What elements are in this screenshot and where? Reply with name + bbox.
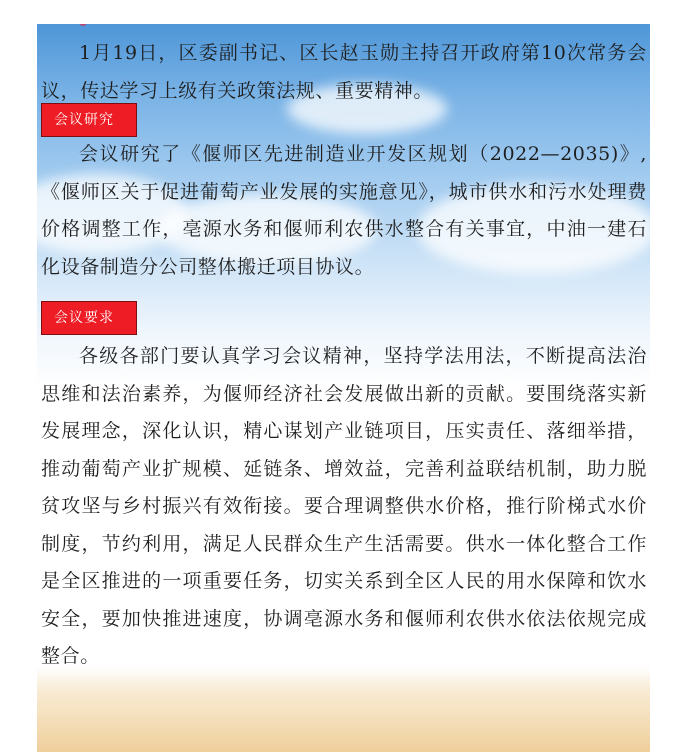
section-tag-requirements: 会议要求 (41, 301, 137, 335)
document-page (37, 24, 650, 752)
requirements-paragraph: 各级各部门要认真学习会议精神，坚持学法用法，不断提高法治思维和法治素养，为偃师经济社会发展做出新的贡献。要围绕落实新发展理念，深化认识，精心谋划产业链项目，压实责任、落细举措，推动葡萄产业扩规模、延链条、增效益，完善利益联结机制，助力脱贫攻坚与乡村振兴有效衔接。要合理调整供水价格，推行阶梯式水价制度，节约利用，满足人民群众生产生活需要。供水一体化整合工作是全区推进的一项重要任务，切实关系到全区人民的用水保障和饮水安全，要加快推进速度，协调亳源水务和偃师利农供水依法依规完成整合。 (41, 345, 647, 667)
intro-paragraph: 1月19日，区委副书记、区长赵玉勋主持召开政府第10次常务会议，传达学习上级有关政策法规、重要精神。 (41, 42, 647, 102)
research-paragraph: 会议研究了《偃师区先进制造业开发区规划（2022—2035)》,《偃师区关于促进葡萄产业发展的实施意见》，城市供水和污水处理费价格调整工作，亳源水务和偃师利农供水整合有关事宜，中油一建石化设备制造分公司整体搬迁项目协议。 (41, 143, 647, 278)
section-tag-research: 会议研究 (41, 103, 137, 137)
bottom-decorative-band (37, 672, 650, 752)
decorative-dot (79, 24, 87, 26)
